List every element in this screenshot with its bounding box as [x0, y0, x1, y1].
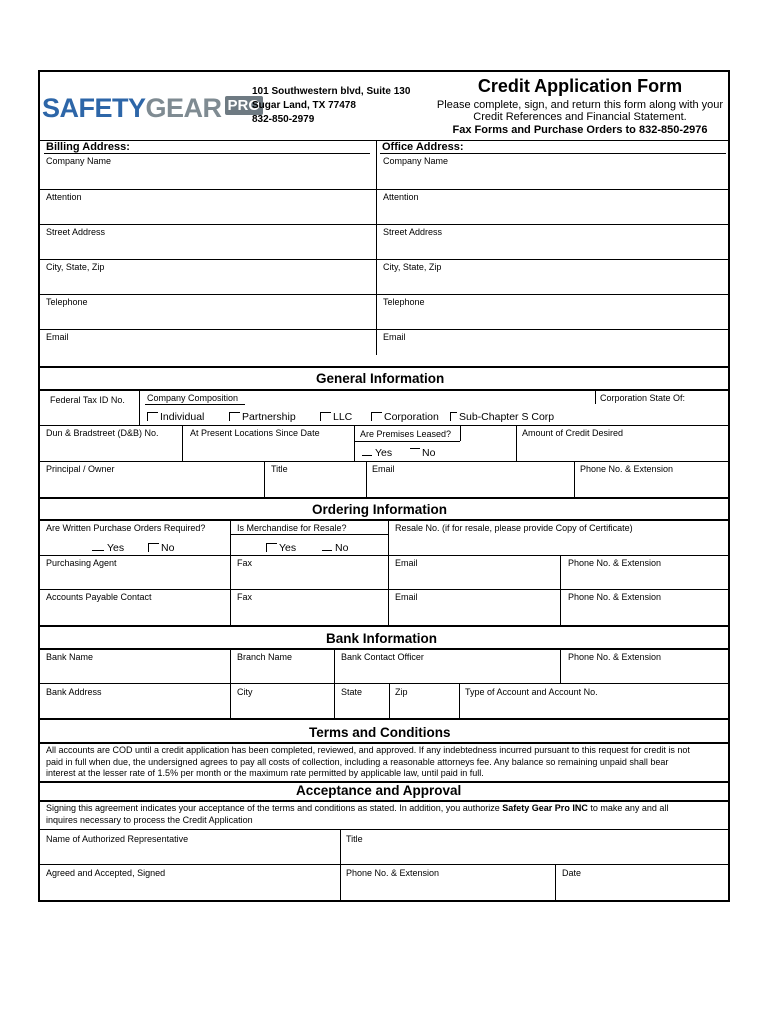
resale-yes-checkbox[interactable] [266, 543, 277, 552]
premises-no[interactable]: No [410, 447, 435, 459]
resale-yes[interactable]: Yes [266, 542, 296, 554]
ap-phone-label[interactable]: Phone No. & Extension [568, 592, 662, 602]
account-type-label[interactable]: Type of Account and Account No. [465, 687, 598, 697]
company-address-line1: 101 Southwestern blvd, Suite 130 [252, 86, 411, 97]
ap-email-label[interactable]: Email [395, 592, 418, 602]
bank-address-label[interactable]: Bank Address [46, 687, 102, 697]
billing-email[interactable]: Email [46, 332, 69, 342]
written-po-yes[interactable]: Yes [92, 542, 124, 554]
acceptance-text: Signing this agreement indicates your acceptance of the terms and conditions as stated. In addition, you authorize Safety Gear Pro INC to make any and all inquires necessary to process the Credit Application [46, 803, 669, 825]
form-subtitle-line2: Credit References and Financial Statement. [473, 111, 687, 123]
billing-heading: Billing Address: [46, 141, 130, 153]
billing-telephone[interactable]: Telephone [46, 297, 88, 307]
corporation-state-label[interactable]: Corporation State Of: [600, 393, 686, 403]
individual-checkbox[interactable] [147, 412, 158, 421]
logo-badge: PRO [225, 96, 264, 115]
merch-resale-label: Is Merchandise for Resale? [237, 523, 347, 533]
general-info-heading: General Information [316, 371, 445, 386]
subchapter-checkbox[interactable] [450, 412, 457, 421]
office-telephone[interactable]: Telephone [383, 297, 425, 307]
written-po-label: Are Written Purchase Orders Required? [46, 523, 206, 533]
form-title: Credit Application Form [477, 76, 683, 96]
present-locations-label[interactable]: At Present Locations Since Date [190, 428, 320, 438]
office-heading: Office Address: [382, 141, 464, 153]
company-address-line2: Sugar Land, TX 77478 [252, 100, 356, 111]
composition-individual[interactable]: Individual [147, 411, 204, 423]
ap-fax-label[interactable]: Fax [237, 592, 253, 602]
billing-company-name[interactable]: Company Name [46, 156, 112, 166]
branch-name-label[interactable]: Branch Name [237, 652, 293, 662]
office-company-name[interactable]: Company Name [383, 156, 449, 166]
purchasing-agent-label[interactable]: Purchasing Agent [46, 558, 117, 568]
premises-yes[interactable]: Yes [362, 447, 392, 459]
written-po-yes-checkbox[interactable] [92, 550, 104, 551]
logo-text-gear: GEAR [145, 93, 222, 123]
office-email[interactable]: Email [383, 332, 406, 342]
composition-corporation[interactable]: Corporation [371, 411, 439, 423]
corporation-checkbox[interactable] [371, 412, 382, 421]
billing-street[interactable]: Street Address [46, 227, 106, 237]
acceptance-heading: Acceptance and Approval [296, 783, 462, 798]
resale-no[interactable]: No [322, 542, 348, 554]
bank-name-label[interactable]: Bank Name [46, 652, 94, 662]
fax-instructions: Fax Forms and Purchase Orders to 832-850-2976 [452, 124, 708, 136]
billing-city-state-zip[interactable]: City, State, Zip [46, 262, 105, 272]
company-phone: 832-850-2979 [252, 114, 315, 125]
written-po-no-checkbox[interactable] [148, 543, 159, 552]
resale-number-label[interactable]: Resale No. (if for resale, please provide Copy of Certificate) [395, 523, 633, 533]
bank-info-heading: Bank Information [326, 631, 438, 646]
composition-llc[interactable]: LLC [320, 411, 352, 423]
premises-no-checkbox[interactable] [410, 448, 420, 457]
premises-yes-checkbox[interactable] [362, 455, 372, 456]
acceptance-phone-label[interactable]: Phone No. & Extension [346, 868, 440, 878]
authorized-rep-label[interactable]: Name of Authorized Representative [46, 834, 189, 844]
bank-phone-label[interactable]: Phone No. & Extension [568, 652, 662, 662]
office-attention[interactable]: Attention [383, 192, 419, 202]
company-composition-label: Company Composition [147, 393, 239, 403]
principal-phone-label[interactable]: Phone No. & Extension [580, 464, 674, 474]
office-street[interactable]: Street Address [383, 227, 443, 237]
terms-text: All accounts are COD until a credit application has been completed, reviewed, and approved. If any indebtedness incurred pursuant to this request for credit is not paid in full when due, the undersigned agrees to pay all costs of collection, including a reasonable attorneys fee. Any balance so remaining unpaid shall bear interest at the lesser rate of 1.5% per month or the maximum rate permitted by applicable law, until paid in full. [46, 745, 690, 778]
purchasing-fax-label[interactable]: Fax [237, 558, 253, 568]
purchasing-phone-label[interactable]: Phone No. & Extension [568, 558, 662, 568]
composition-partnership[interactable]: Partnership [229, 411, 296, 423]
composition-subchapter[interactable]: Sub-Chapter S Corp [450, 411, 554, 423]
ap-contact-label[interactable]: Accounts Payable Contact [46, 592, 152, 602]
form-subtitle-line1: Please complete, sign, and return this form along with your [436, 99, 724, 111]
federal-tax-id-label[interactable]: Federal Tax ID No. [50, 395, 125, 405]
bank-contact-label[interactable]: Bank Contact Officer [341, 652, 424, 662]
partnership-checkbox[interactable] [229, 412, 240, 421]
llc-checkbox[interactable] [320, 412, 331, 421]
purchasing-email-label[interactable]: Email [395, 558, 418, 568]
acceptance-date-label[interactable]: Date [562, 868, 582, 878]
bank-city-label[interactable]: City [237, 687, 253, 697]
bank-state-label[interactable]: State [341, 687, 363, 697]
bank-zip-label[interactable]: Zip [395, 687, 408, 697]
ordering-info-heading: Ordering Information [312, 502, 447, 517]
written-po-no[interactable]: No [148, 542, 174, 554]
office-city-state-zip[interactable]: City, State, Zip [383, 262, 442, 272]
acceptance-title-label[interactable]: Title [346, 834, 363, 844]
terms-heading: Terms and Conditions [309, 725, 451, 740]
logo-text: SAFETY [42, 93, 146, 123]
resale-no-checkbox[interactable] [322, 550, 332, 551]
credit-desired-label[interactable]: Amount of Credit Desired [522, 428, 624, 438]
principal-owner-label[interactable]: Principal / Owner [46, 464, 115, 474]
dun-bradstreet-label[interactable]: Dun & Bradstreet (D&B) No. [46, 428, 159, 438]
premises-leased-label: Are Premises Leased? [360, 429, 452, 439]
billing-attention[interactable]: Attention [46, 192, 82, 202]
principal-email-label[interactable]: Email [372, 464, 395, 474]
agreed-signed-label[interactable]: Agreed and Accepted, Signed [46, 868, 166, 878]
principal-title-label[interactable]: Title [271, 464, 288, 474]
